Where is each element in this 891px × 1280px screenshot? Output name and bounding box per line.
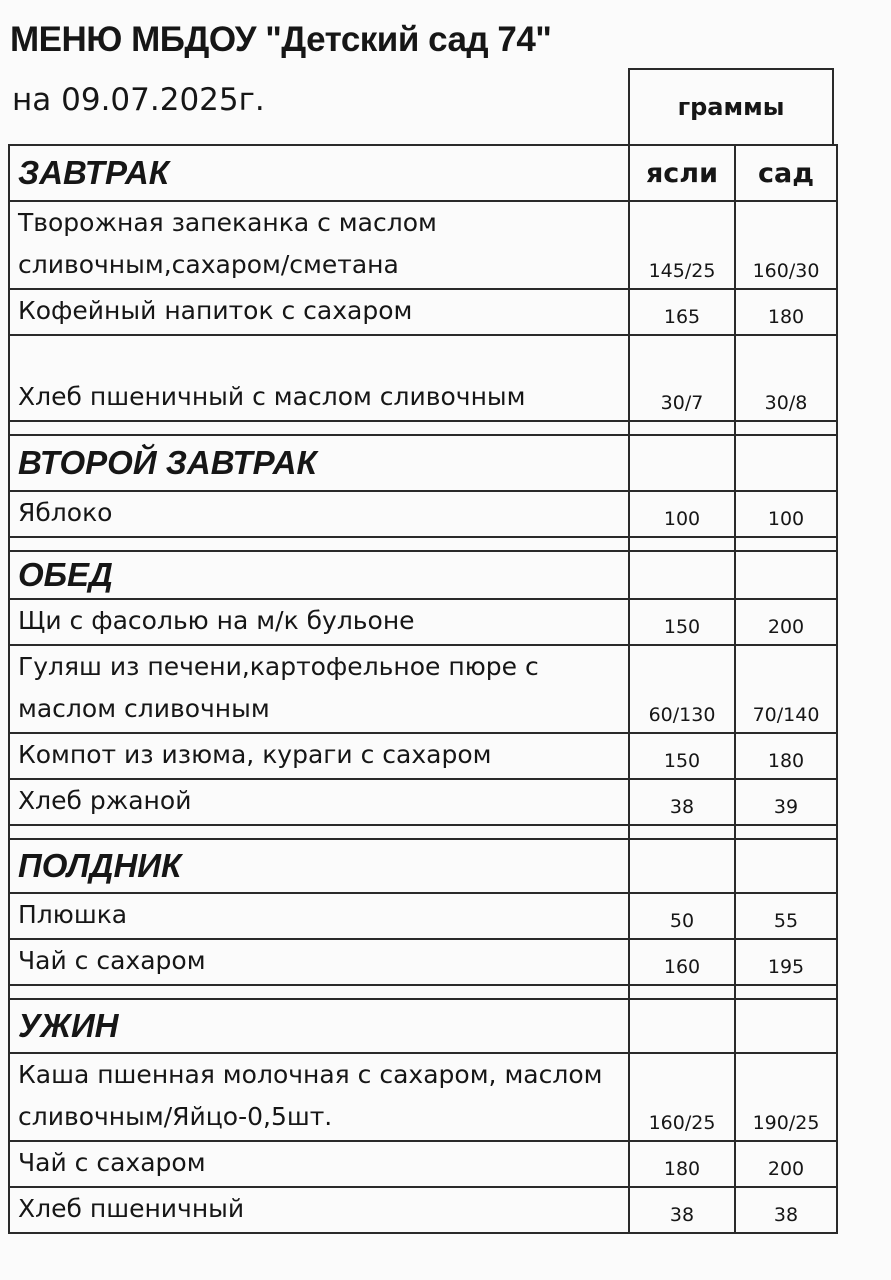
table-row [9,1187,837,1233]
portion-garden: 195 [735,939,837,985]
dish-name: Хлеб пшеничный [9,1187,629,1233]
portion-garden: 30/8 [735,335,837,421]
section-header-row [9,999,837,1053]
dish-name: Кофейный напиток с сахаром [9,289,629,335]
dish-name: Гуляш из печени,картофельное пюре с маслом сливочным [9,645,629,733]
portion-garden: 160/30 [735,201,837,289]
section-header-row [9,551,837,599]
portion-garden: 180 [735,733,837,779]
dish-name: Чай с сахаром [9,1141,629,1187]
table-row [9,645,837,733]
portion-nursery: 60/130 [629,645,735,733]
dish-name: Щи с фасолью на м/к бульоне [9,599,629,645]
section-title-breakfast: ЗАВТРАК [9,145,629,201]
portion-nursery: 150 [629,733,735,779]
dish-name: Каша пшенная молочная с сахаром, маслом сливочным/Яйцо-0,5шт. [9,1053,629,1141]
portion-nursery: 38 [629,779,735,825]
portion-nursery: 30/7 [629,335,735,421]
grams-header: граммы [628,68,834,144]
portion-nursery: 38 [629,1187,735,1233]
section-header-row [9,145,837,201]
portion-garden: 39 [735,779,837,825]
portion-nursery: 160/25 [629,1053,735,1141]
table-row [9,1141,837,1187]
dish-name: Хлеб ржаной [9,779,629,825]
section-title-snack: ПОЛДНИК [9,839,629,893]
table-row [9,779,837,825]
table-row [9,491,837,537]
table-row [9,335,837,421]
portion-garden: 38 [735,1187,837,1233]
table-row [9,893,837,939]
dish-name: Компот из изюма, кураги с сахаром [9,733,629,779]
portion-garden: 200 [735,599,837,645]
section-header-row [9,435,837,491]
menu-title: МЕНЮ МБДОУ "Детский сад 74" [10,20,552,59]
section-header-row [9,839,837,893]
menu-table [8,144,838,1234]
dish-name: Творожная запеканка с маслом сливочным,сахаром/сметана [9,201,629,289]
portion-nursery: 145/25 [629,201,735,289]
column-header-garden: сад [735,145,837,201]
portion-nursery: 180 [629,1141,735,1187]
spacer-row [9,985,837,999]
spacer-row [9,421,837,435]
column-header-nursery: ясли [629,145,735,201]
table-row [9,733,837,779]
section-title-lunch: ОБЕД [9,551,629,599]
table-row [9,599,837,645]
dish-name: Чай с сахаром [9,939,629,985]
portion-garden: 55 [735,893,837,939]
table-row [9,939,837,985]
portion-garden: 100 [735,491,837,537]
portion-garden: 190/25 [735,1053,837,1141]
portion-garden: 180 [735,289,837,335]
dish-name: Хлеб пшеничный с маслом сливочным [9,335,629,421]
portion-nursery: 165 [629,289,735,335]
section-title-dinner: УЖИН [9,999,629,1053]
dish-name: Плюшка [9,893,629,939]
section-title-second-breakfast: ВТОРОЙ ЗАВТРАК [9,435,629,491]
portion-nursery: 160 [629,939,735,985]
portion-nursery: 100 [629,491,735,537]
spacer-row [9,537,837,551]
dish-name: Яблоко [9,491,629,537]
table-row [9,289,837,335]
table-row [9,201,837,289]
spacer-row [9,825,837,839]
portion-nursery: 50 [629,893,735,939]
menu-date: на 09.07.2025г. [12,82,265,118]
portion-nursery: 150 [629,599,735,645]
table-row [9,1053,837,1141]
portion-garden: 70/140 [735,645,837,733]
portion-garden: 200 [735,1141,837,1187]
